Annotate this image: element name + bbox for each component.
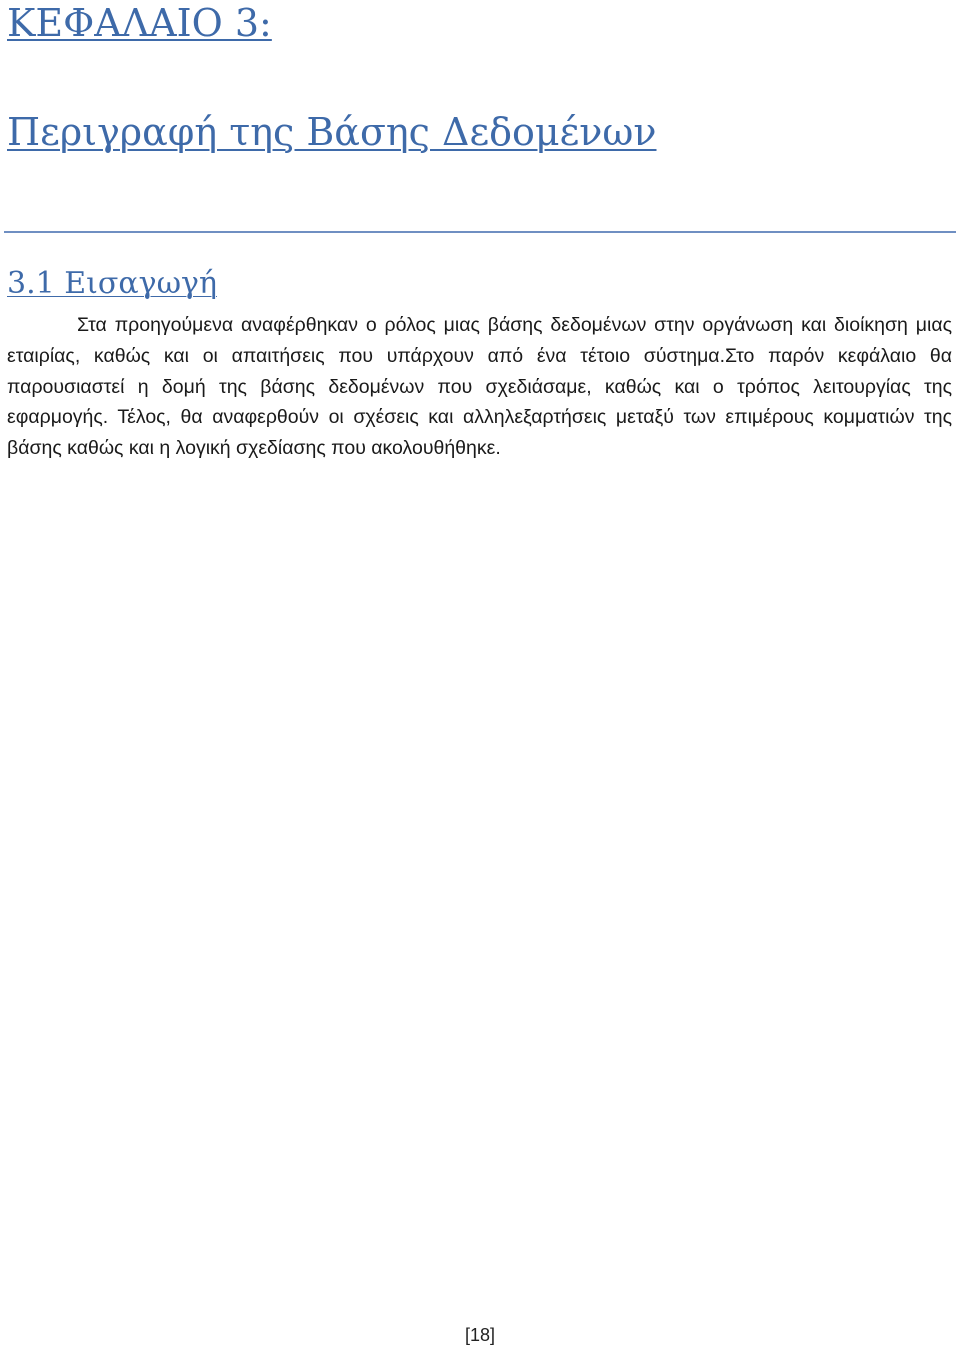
- chapter-title: ΚΕΦΑΛΑΙΟ 3:: [7, 1, 272, 45]
- page-number: [18]: [464, 1325, 496, 1345]
- section-heading: 3.1 Εισαγωγή: [7, 266, 217, 301]
- horizontal-divider: [4, 231, 956, 233]
- intro-paragraph: Στα προηγούμενα αναφέρθηκαν ο ρόλος μιας βάσης δεδομένων στην οργάνωση και διοίκηση μιας εταιρίας, καθώς και οι απαιτήσεις που υπάρχουν από ένα τέτοιο σύστημα.Στο παρόν κεφάλαιο θα παρουσιαστεί η δομή της βάσης δεδομένων που σχεδιάσαμε, καθώς και ο τρόπος λειτουργίας της εφαρμογής. Τέλος, θα αναφερθούν οι σχέσεις και αλληλεξαρτήσεις μεταξύ των επιμέρους κομματιών της βάσης καθώς και η λογική σχεδίασης που ακολουθήθηκε.: [7, 314, 952, 460]
- chapter-subtitle: Περιγραφή της Βάσης Δεδομένων: [7, 110, 657, 154]
